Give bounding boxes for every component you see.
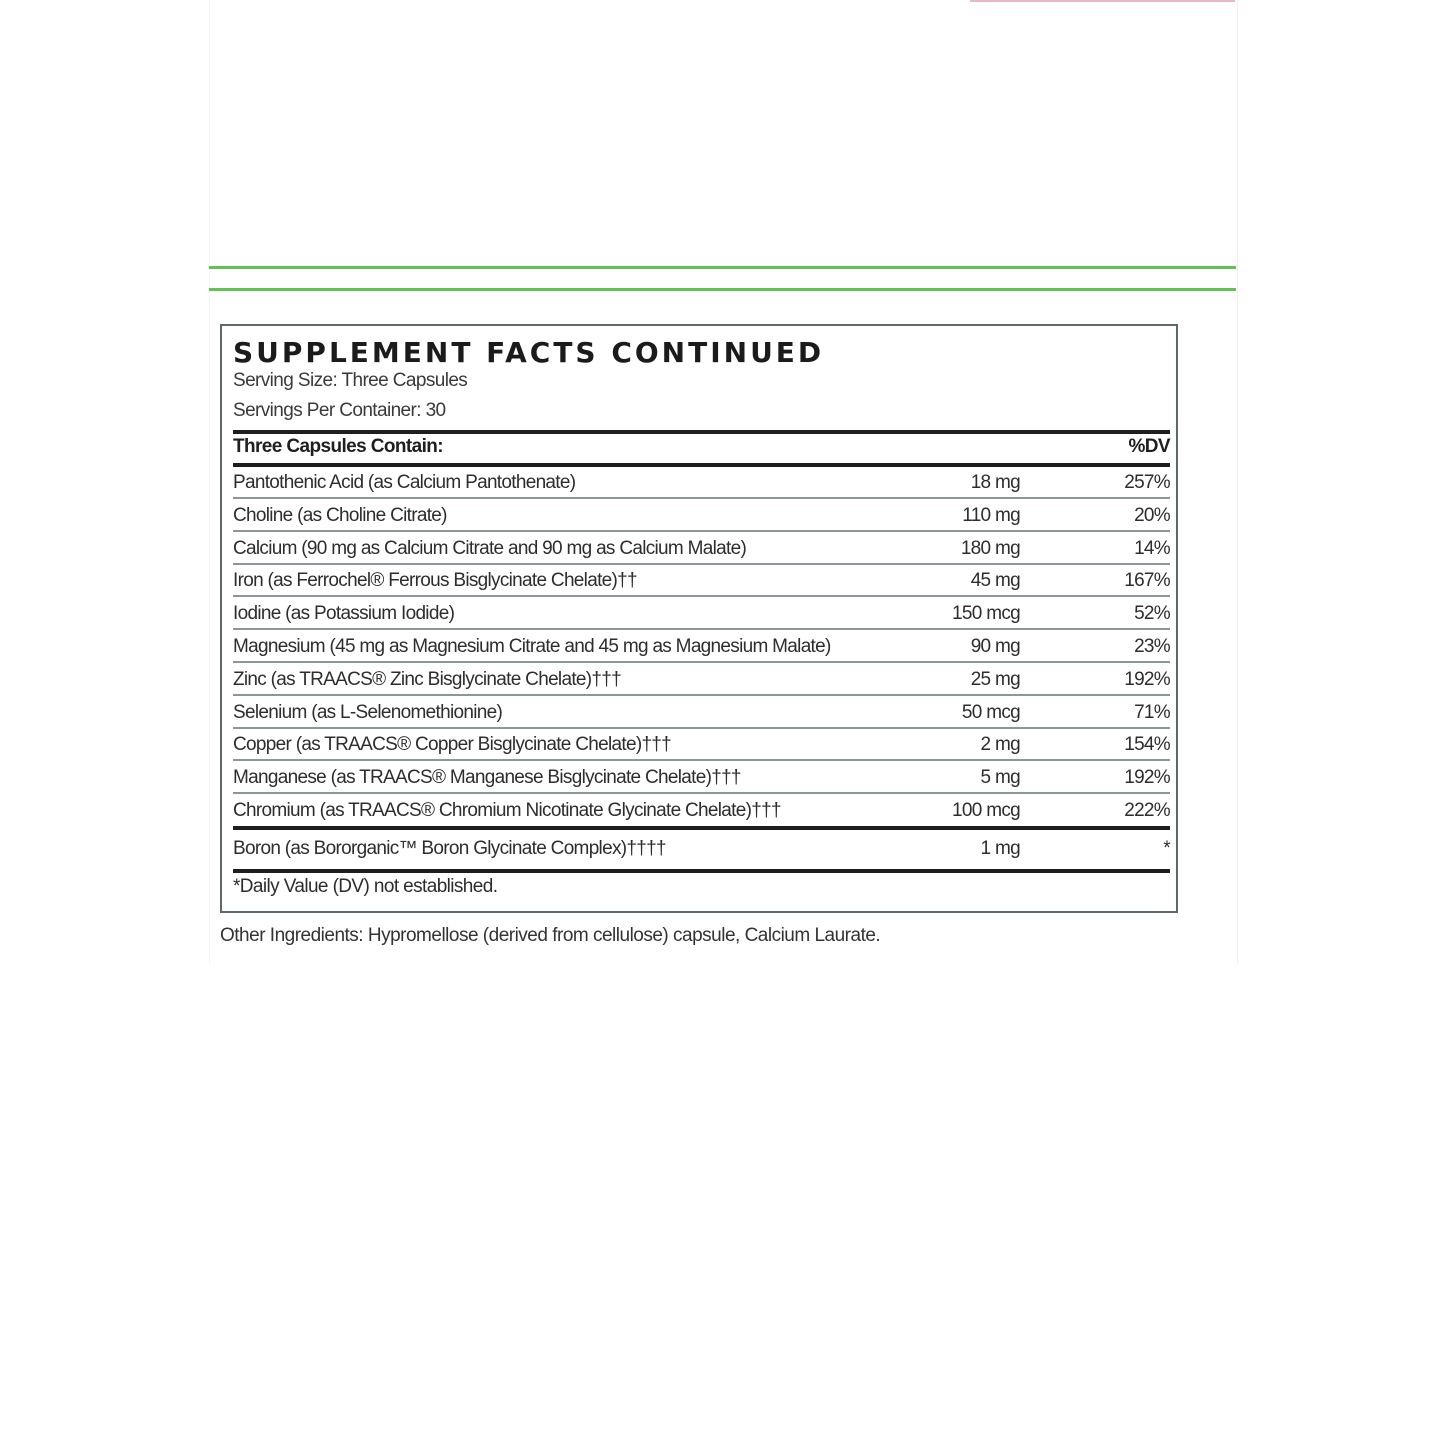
nutrient-amount: 150 mcg <box>952 603 1020 625</box>
footnote-rule <box>233 869 1170 873</box>
nutrient-dv: 257% <box>1124 472 1170 493</box>
row-divider <box>233 792 1170 794</box>
pink-accent-bar <box>970 0 1235 2</box>
nutrient-dv: 222% <box>1124 800 1170 821</box>
row-divider <box>233 727 1170 729</box>
nutrient-name: Choline (as Choline Citrate) <box>233 504 447 526</box>
nutrient-dv: 14% <box>1134 537 1170 559</box>
header-contents-label: Three Capsules Contain: <box>233 436 444 457</box>
nutrient-dv: 154% <box>1124 734 1170 756</box>
table-row <box>233 565 1170 597</box>
nutrient-name: Iodine (as Potassium Iodide) <box>233 603 455 625</box>
row-divider <box>233 595 1170 597</box>
nutrient-amount: 100 mcg <box>952 800 1020 821</box>
nutrient-name: Magnesium (45 mg as Magnesium Citrate and 45 mg as Magnesium Malate) <box>233 636 831 657</box>
row-divider <box>233 530 1170 532</box>
table-row <box>233 467 1170 499</box>
nutrient-name: Zinc (as TRAACS® Zinc Bisglycinate Chelate)††† <box>233 668 621 690</box>
table-row <box>233 631 1170 663</box>
table-row <box>233 598 1170 630</box>
header-dv-label: %DV <box>1128 436 1170 457</box>
nutrient-amount: 18 mg <box>970 472 1020 493</box>
nutrient-amount: 180 mg <box>960 537 1020 559</box>
serving-size: Serving Size: Three Capsules <box>233 370 468 391</box>
table-row <box>233 762 1170 794</box>
nutrient-amount: 2 mg <box>980 734 1020 756</box>
table-row <box>233 697 1170 729</box>
nutrient-name: Boron (as Bororganic™ Boron Glycinate Complex)†††† <box>233 838 666 859</box>
dv-footnote: *Daily Value (DV) not established. <box>233 876 498 897</box>
nutrient-name: Iron (as Ferrochel® Ferrous Bisglycinate Chelate)†† <box>233 570 637 592</box>
nutrient-dv: 20% <box>1134 504 1170 526</box>
header-rule-top <box>233 430 1170 434</box>
nutrient-amount: 1 mg <box>980 838 1020 859</box>
row-divider <box>233 661 1170 663</box>
nutrient-amount: 45 mg <box>970 570 1020 592</box>
row-divider <box>233 759 1170 761</box>
nutrient-dv: 192% <box>1124 767 1170 789</box>
nutrient-amount: 110 mg <box>962 504 1020 526</box>
row-divider <box>233 694 1170 696</box>
nutrient-name: Selenium (as L-Selenomethionine) <box>233 701 503 723</box>
table-row <box>233 533 1170 565</box>
nutrient-dv: 71% <box>1134 701 1170 723</box>
other-ingredients: Other Ingredients: Hypromellose (derived from cellulose) capsule, Calcium Laurate. <box>220 925 881 946</box>
nutrient-name: Calcium (90 mg as Calcium Citrate and 90 mg as Calcium Malate) <box>233 537 747 559</box>
nutrient-name: Copper (as TRAACS® Copper Bisglycinate Chelate)††† <box>233 734 672 756</box>
nutrient-dv: 192% <box>1124 668 1170 690</box>
table-row <box>233 664 1170 696</box>
facts-header-row <box>233 436 1170 462</box>
servings-per-container: Servings Per Container: 30 <box>233 400 446 421</box>
nutrient-name: Chromium (as TRAACS® Chromium Nicotinate Glycinate Chelate)††† <box>233 800 781 821</box>
green-divider-bottom <box>209 288 1236 291</box>
section-rule <box>233 826 1170 830</box>
green-divider-top <box>209 266 1236 269</box>
nutrient-amount: 25 mg <box>970 668 1020 690</box>
table-row <box>233 500 1170 532</box>
nutrient-dv: 167% <box>1124 570 1170 592</box>
supplement-facts-panel <box>220 324 1178 913</box>
nutrient-amount: 5 mg <box>980 767 1020 789</box>
row-divider <box>233 497 1170 499</box>
row-divider <box>233 563 1170 565</box>
table-row <box>233 729 1170 761</box>
nutrient-dv: 23% <box>1134 636 1170 657</box>
nutrient-dv: * <box>1163 838 1170 859</box>
nutrient-dv: 52% <box>1134 603 1170 625</box>
table-row <box>233 795 1170 827</box>
nutrient-amount: 90 mg <box>970 636 1020 657</box>
nutrient-amount: 50 mcg <box>961 701 1020 723</box>
nutrient-name: Manganese (as TRAACS® Manganese Bisglycinate Chelate)††† <box>233 767 741 789</box>
nutrient-name: Pantothenic Acid (as Calcium Pantothenate) <box>233 472 576 493</box>
facts-title: SUPPLEMENT FACTS CONTINUED <box>233 336 825 369</box>
table-row-boron <box>233 833 1170 865</box>
row-divider <box>233 628 1170 630</box>
